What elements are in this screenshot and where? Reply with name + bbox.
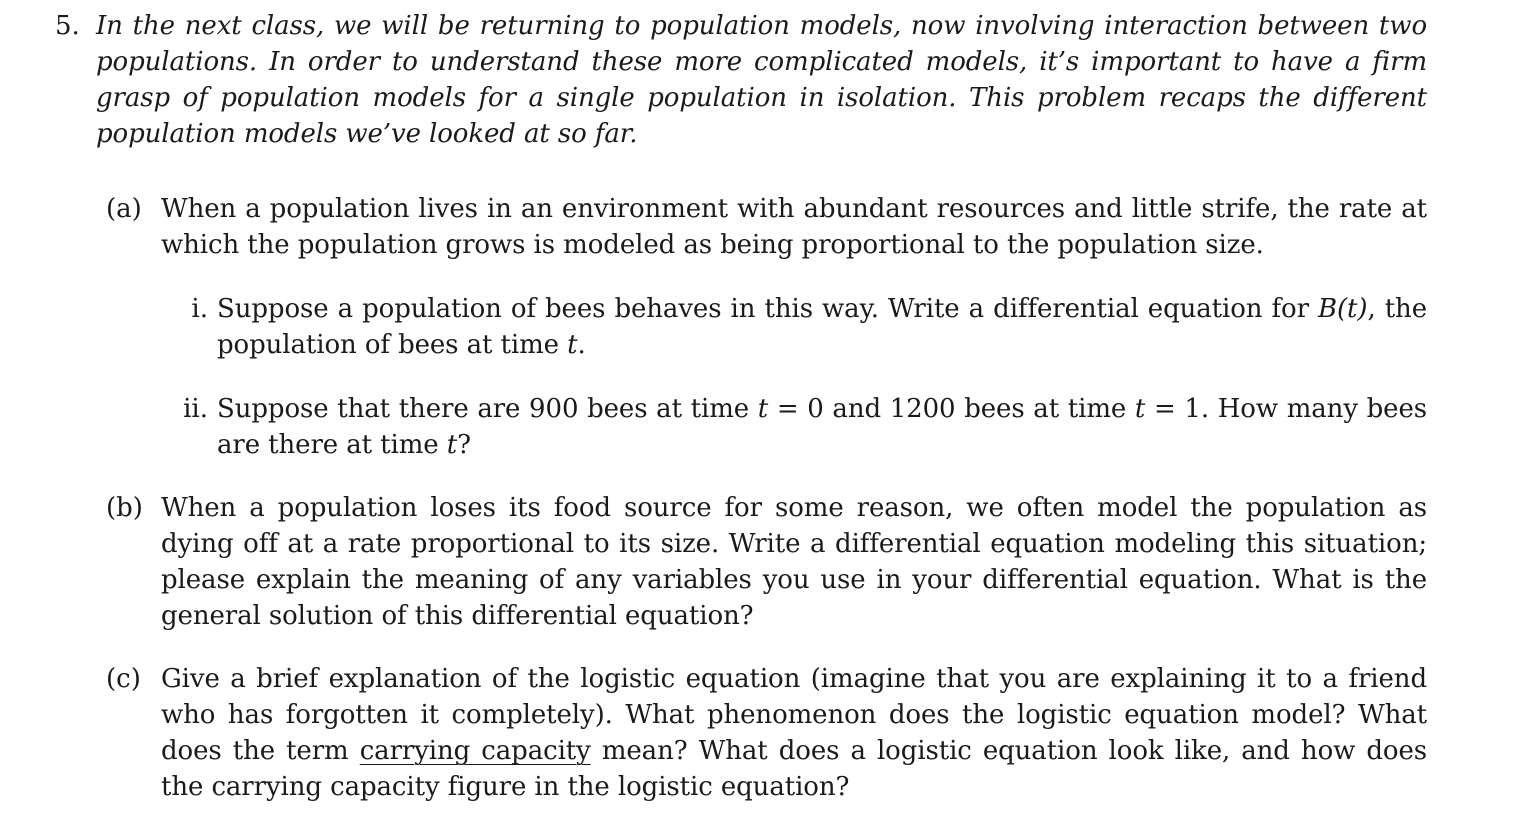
sub-i-text-2: , the population of bees at time	[217, 294, 1427, 360]
problem-5	[55, 8, 1427, 152]
sub-ii-text-3: = 1. How many bees are there at time	[217, 394, 1427, 460]
sub-i-text-3: .	[577, 330, 586, 360]
part-c	[106, 661, 1427, 805]
part-c-label: (c)	[106, 664, 141, 694]
part-b-text: When a population loses its food source for some reason, we often model the population as dying off at a rate proportional to its size. Write a differential equation modeling this situation; please explain the meaning of any variables you use in your differential equation. What is the general solution of this differential equation?	[161, 493, 1427, 631]
sub-i-text-1: Suppose a population of bees behaves in this way. Write a differential equation for	[217, 294, 1318, 324]
sub-i-math-bt: B(t)	[1318, 294, 1368, 324]
sub-ii-text-4: ?	[457, 430, 471, 460]
sub-ii-text	[217, 391, 1427, 463]
sub-i-math-t: t	[567, 330, 578, 360]
part-b	[106, 490, 1427, 634]
part-c-text	[161, 661, 1427, 805]
part-a-sub-ii	[150, 391, 1427, 463]
sub-ii-label: ii.	[183, 394, 208, 424]
part-a-label: (a)	[106, 194, 142, 224]
part-b-label: (b)	[106, 493, 143, 523]
sub-ii-text-1: Suppose that there are 900 bees at time	[217, 394, 758, 424]
sub-ii-math-t1: t	[757, 394, 769, 424]
problem-intro: In the next class, we will be returning to population models, now involving interaction between two populations. In order to understand these more complicated models, it’s important to have a firm grasp of population models for a single population in isolation. This problem recaps the different population models we’ve looked at so far.	[96, 11, 1427, 149]
sub-ii-math-t3: t	[446, 430, 458, 460]
sub-ii-math-t2: t	[1134, 394, 1146, 424]
part-a	[106, 191, 1427, 263]
part-c-text-1: Give a brief explanation of the logistic equation (imagine that you are explaining it to a friend who has forgotten it completely). What phenomenon does the logistic equation model? What does the term	[161, 664, 1427, 766]
part-a-sub-i	[150, 291, 1427, 363]
problem-number: 5.	[55, 11, 80, 41]
sub-i-label: i.	[191, 294, 208, 324]
sub-i-text	[217, 291, 1427, 363]
part-c-text-2: mean? What does a logistic equation look like, and how does the carrying capacity figure in the logistic equation?	[161, 736, 1427, 802]
carrying-capacity-term: carrying capacity	[359, 736, 591, 766]
part-a-text: When a population lives in an environment with abundant resources and little strife, the rate at which the population grows is modeled as being proportional to the population size.	[161, 194, 1427, 260]
sub-ii-text-2: = 0 and 1200 bees at time	[768, 394, 1135, 424]
